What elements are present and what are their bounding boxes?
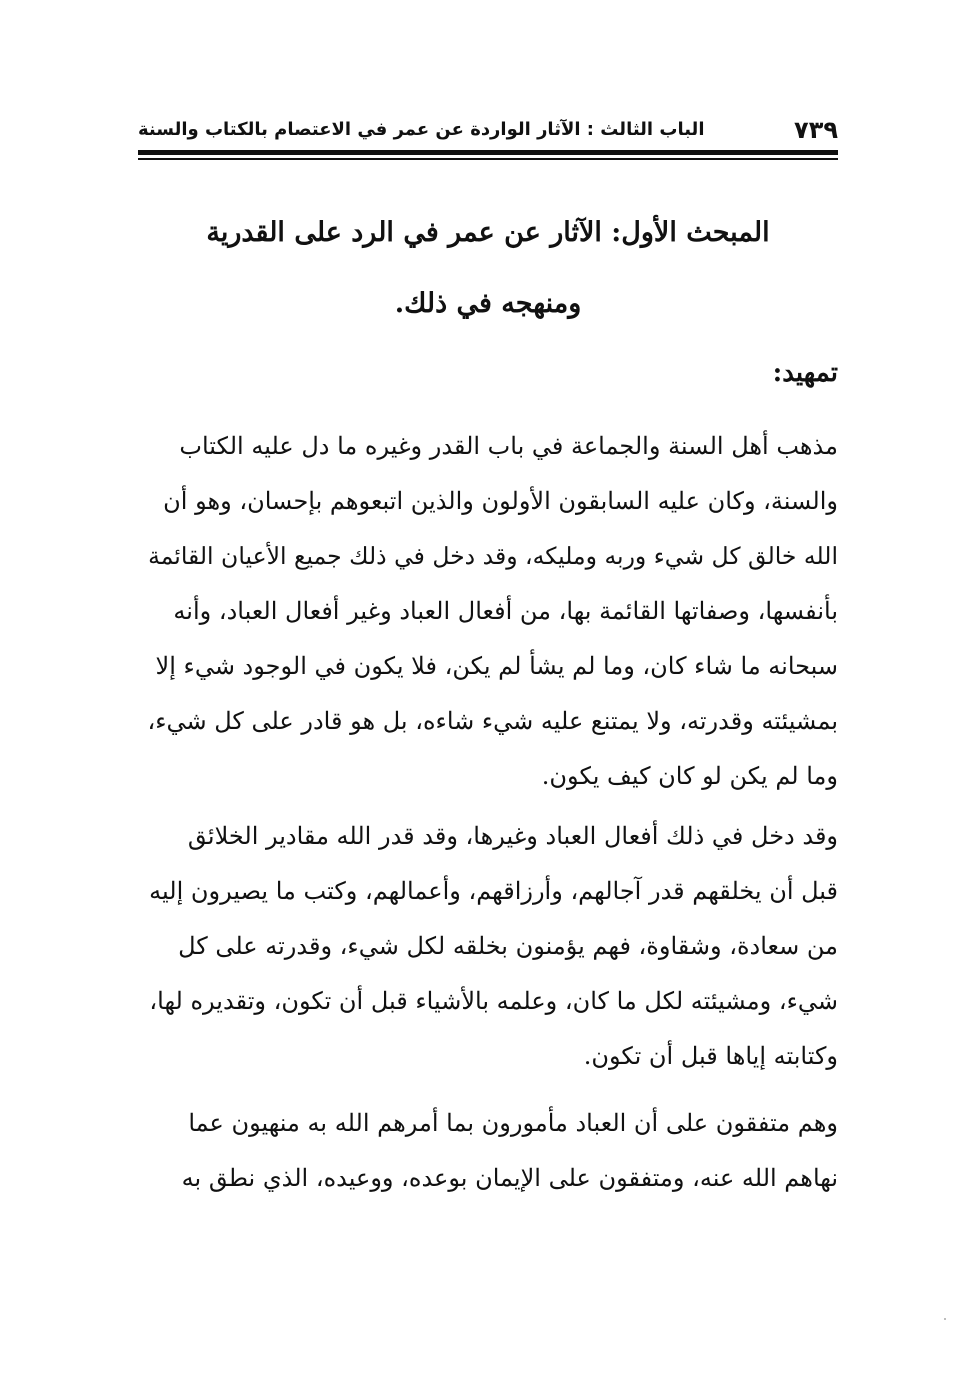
paragraph-line: قبل أن يخلقهم قدر آجالهم، وأرزاقهم، وأعمالهم، وكتب ما يصيرون إليه — [149, 877, 838, 905]
paragraph-line: شيء، ومشيئته لكل ما كان، وعلمه بالأشياء قبل أن تكون، وتقديره لها، — [149, 987, 838, 1015]
subheading-introduction: تمهيد: — [772, 358, 838, 388]
section-title-line-1: المبحث الأول: الآثار عن عمر في الرد على القدرية — [206, 217, 770, 248]
paragraph-1 — [138, 419, 838, 804]
running-header — [138, 112, 838, 150]
paragraph-2 — [138, 809, 838, 1084]
page-number: ٧٣٩ — [794, 116, 838, 144]
paragraph-line: بمشيئته وقدرته، ولا يمتنع عليه شيء شاءه، بل هو قادر على كل شيء، — [147, 707, 838, 735]
header-rule-thin — [138, 158, 838, 160]
scan-speck — [944, 1318, 946, 1320]
paragraph-line: وكتابته إياها قبل أن تكون. — [583, 1042, 838, 1070]
header-rule-thick — [138, 150, 838, 155]
paragraph-line: سبحانه ما شاء كان، وما لم يشأ لم يكن، فلا يكون في الوجود شيء إلا — [155, 652, 838, 680]
paragraph-line: والسنة، وكان عليه السابقون الأولون والذين اتبعوهم بإحسان، وهو أن — [163, 487, 838, 515]
paragraph-line: من سعادة، وشقاوة، فهم يؤمنون بخلقه لكل شيء، وقدرته على كل — [178, 932, 838, 960]
paragraph-line: وقد دخل في ذلك أفعال العباد وغيرها، وقد قدر الله مقادير الخلائق — [187, 822, 838, 850]
running-title: الباب الثالث : الآثار الواردة عن عمر في الاعتصام بالكتاب والسنة — [138, 119, 705, 140]
paragraph-line: وما لم يكن لو كان كيف يكون. — [541, 762, 838, 790]
paragraph-line: بأنفسها، وصفاتها القائمة بها، من أفعال العباد وغير أفعال العباد، وأنه — [173, 597, 838, 625]
paragraph-line: الله خالق كل شيء وربه ومليكه، وقد دخل في ذلك جميع الأعيان القائمة — [148, 542, 838, 570]
paragraph-3 — [138, 1096, 838, 1206]
section-title-line-2: ومنهجه في ذلك. — [394, 288, 582, 319]
paragraph-line: مذهب أهل السنة والجماعة في باب القدر وغيره ما دل عليه الكتاب — [179, 432, 838, 460]
paragraph-line: وهم متفقون على أن العباد مأمورون بما أمرهم الله به منهيون عما — [188, 1109, 838, 1137]
paragraph-line: نهاهم الله عنه، ومتفقون على الإيمان بوعده، ووعيده، الذي نطق به — [181, 1164, 838, 1192]
